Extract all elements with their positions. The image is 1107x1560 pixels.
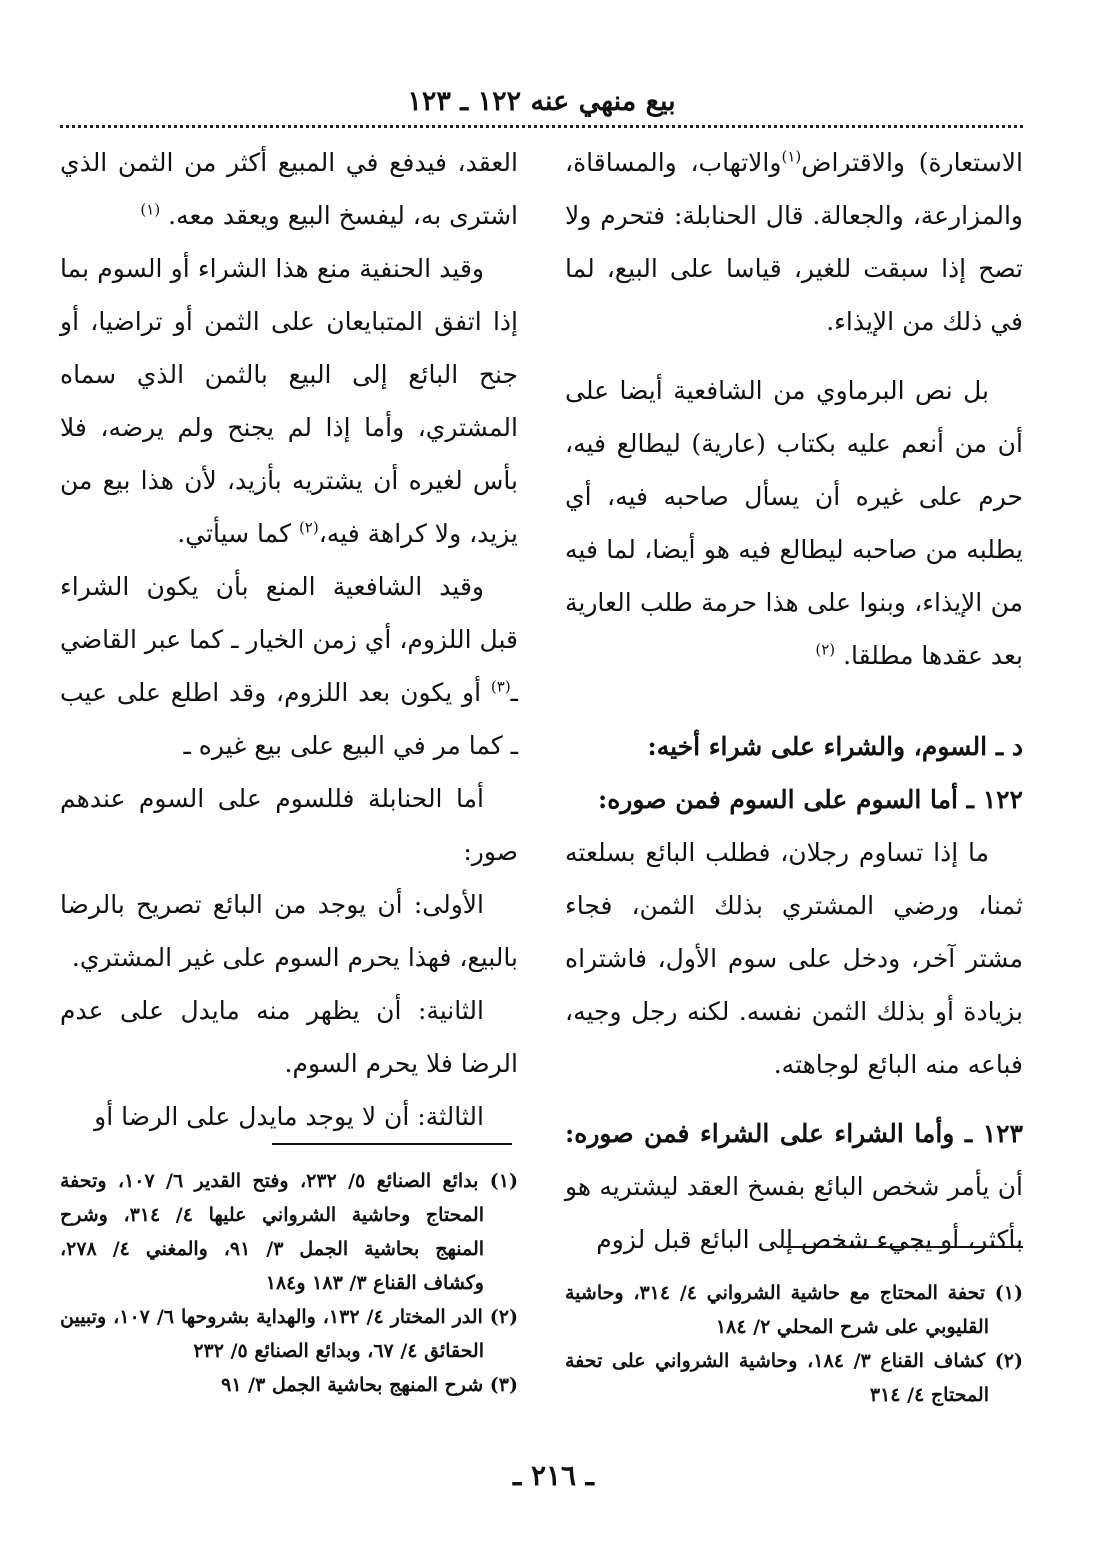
footnote-rule [783,1246,1023,1248]
footnote-ref[interactable]: (٢) [815,640,836,659]
paragraph: الأولى: أن يوجد من البائع تصريح بالرضا بالبيع، فهذا يحرم السوم على غير المشتري. [60,890,518,972]
footnote-ref[interactable]: (٣) [490,677,511,696]
footnote: (٢) الدر المختار ٤/ ١٣٢، والهداية بشروحها ٦/ ١٠٧، وتبيين الحقائق ٤/ ٦٧، وبدائع الصنائع ٥/ ٢٣٢ [60,1306,518,1362]
footnote-rule [272,1143,512,1145]
entry-heading-122: ١٢٢ ـ أما السوم على السوم فمن صوره: [597,785,1023,814]
paragraph: أما الحنابلة فللسوم على السوم عندهم صور: [60,784,518,866]
paragraph: العقد، فيدفع في المبيع أكثر من الثمن الذي اشترى به، ليفسخ البيع ويعقد معه. $^{(١)}$ [60,148,518,230]
running-header: بيع منهي عنه ١٢٢ ـ ١٢٣ [407,86,676,117]
footnotes-right [565,1276,1023,1412]
paragraph: وقيد الشافعية المنع بأن يكون الشراء قبل اللزوم، أي زمن الخيار ـ كما عبر القاضي ـ$^{(٣)}$ أو يكون بعد اللزوم، وقد اطلع على عيب ـ كما مر في البيع على بيع غيره ـ [60,572,518,760]
paragraph: الثالثة: أن لا يوجد مايدل على الرضا أو [94,1102,484,1131]
entry-heading-123: ١٢٣ ـ وأما الشراء على الشراء فمن صوره: [565,1119,1023,1148]
header-dotted-rule [60,125,1023,128]
footnote: (١) تحفة المحتاج مع حاشية الشرواني ٤/ ٣١٤، وحاشية القليوبي على شرح المحلي ٢/ ١٨٤ [565,1282,1023,1338]
left-column [60,136,518,1143]
footnotes-left [60,1164,518,1402]
paragraph: وقيد الحنفية منع هذا الشراء أو السوم بما إذا اتفق المتبايعان على الثمن أو تراضيا، أو جنح البائع إلى البيع بالثمن الذي سماه المشتري، وأما إذا لم يجنح ولم يرضه، فلا بأس لغيره أن يشتريه بأزيد، لأن هذا بيع من يزيد، ولا كراهة فيه،$^{(٢)}$ كما سيأتي. [60,254,518,548]
footnote-ref[interactable]: (١) [140,200,161,219]
footnote-ref[interactable]: (١) [781,147,802,166]
footnote-ref[interactable]: (٢) [298,518,319,537]
footnote: (١) بدائع الصنائع ٥/ ٢٣٢، وفتح القدير ٦/ ١٠٧، وتحفة المحتاج وحاشية الشرواني عليها ٤/ ٣١٤، وشرح المنهج بحاشية الجمل ٣/ ٩١، والمغني ٤/ ٢٧٨، وكشاف القناع ٣/ ١٨٣ و١٨٤ [60,1170,518,1294]
paragraph: ما إذا تساوم رجلان، فطلب البائع بسلعته ثمنا، ورضي المشتري بذلك الثمن، فجاء مشتر آخر، ودخل على سوم الأول، فاشتراه بزيادة أو بذلك الثمن نفسه. لكنه رجل وجيه، فباعه منه البائع لوجاهته. [565,838,1023,1079]
section-heading: د ـ السوم، والشراء على شراء أخيه: [647,732,1023,761]
paragraph: ١٢٣ ـ وأما الشراء على الشراء فمن صوره: أن يأمر شخص البائع بفسخ العقد ليشتريه هو بأكثر، أو يجيء شخص إلى البائع قبل لزوم [565,1119,1023,1254]
paragraph: بل نص البرماوي من الشافعية أيضا على أن من أنعم عليه بكتاب (عارية) ليطالع فيه، حرم على غيره أن يسأل صاحبه فيه، أي يطلبه من صاحبه ليطالع فيه هو أيضا، لما فيه من الإيذاء، وبنوا على هذا حرمة طلب العارية بعد عقدها مطلقا. $^{(٢)}$ [565,376,1023,670]
right-column [565,136,1023,1266]
footnote: (٢) كشاف القناع ٣/ ١٨٤، وحاشية الشرواني على تحفة المحتاج ٤/ ٣١٤ [565,1350,1023,1406]
footnote: (٣) شرح المنهج بحاشية الجمل ٣/ ٩١ [221,1374,518,1396]
paragraph: الاستعارة) والاقتراض$^{(١)}$والاتهاب، والمساقاة، والمزارعة، والجعالة. قال الحنابلة: فتحرم ولا تصح إذا سبقت للغير، قياسا على البيع، لما في ذلك من الإيذاء. [565,147,1023,336]
page-number: ـ ٢١٦ ـ [512,1459,595,1492]
paragraph: الثانية: أن يظهر منه مايدل على عدم الرضا فلا يحرم السوم. [60,996,518,1078]
